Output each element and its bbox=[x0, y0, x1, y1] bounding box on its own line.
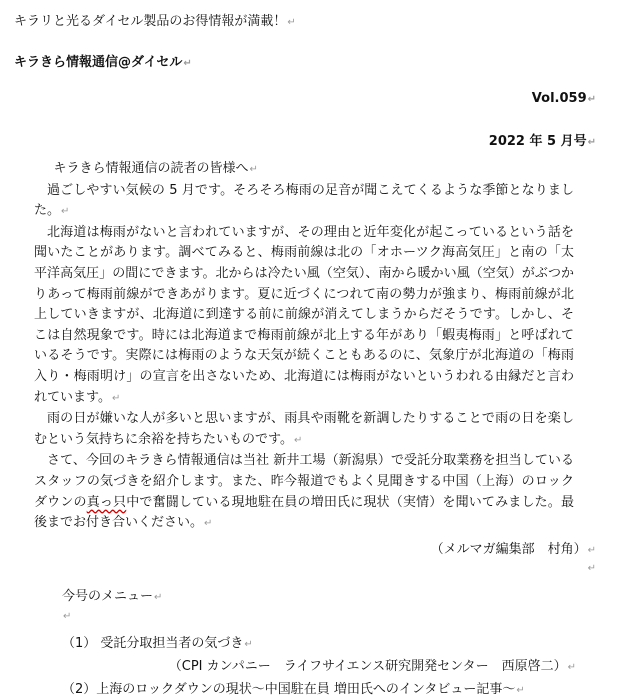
paragraph-mark-icon bbox=[154, 592, 162, 603]
paragraph-mark-icon bbox=[61, 206, 69, 217]
paragraph-mark-icon bbox=[588, 94, 596, 105]
volume-number: Vol.059 ↵ bbox=[532, 91, 596, 106]
greeting: キラきら情報通信の読者の皆様へ ↵ bbox=[34, 159, 574, 181]
paragraph-2: 北海道は梅雨がないと言われていますが、その理由と近年変化が起こっているという話を聞いたことがあります。調べてみると、梅雨前線は北の「オホーツク海高気圧」と南の「太平洋高気圧」の間にできます。北からは冷たい風（空気）、南から暖かい風（空気）がぶつかりあって梅雨前線ができあがります。夏に近づくにつれて南の勢力が強まり、梅雨前線が北上していきますが、北海道に到達する前に前線が消えてしまうからだそうです。しかし、そこは自然現象です。時には北海道まで梅雨前線が北上する年があり「蝦夷梅雨」と呼ばれているそうです。実際には梅雨のような天気が続くこともあるのに、気象庁が北海道の「梅雨入り・梅雨明け」の宣言を出さないため、北海道には梅雨がないというわれる由縁だと言われています。 ↵ bbox=[34, 223, 574, 409]
paragraph-mark-icon bbox=[112, 393, 120, 404]
issue-date: 2022 年 5 月号 ↵ bbox=[489, 130, 596, 149]
empty-paragraph bbox=[587, 560, 596, 575]
menu-item-1: （1） 受託分取担当者の気づき ↵ bbox=[62, 632, 253, 651]
paragraph-mark-icon bbox=[516, 685, 524, 696]
paragraph-mark-icon bbox=[568, 662, 576, 673]
menu-item-1-author: （CPI カンパニー ライフサイエンス研究開発センター 西原啓二） ↵ bbox=[169, 655, 576, 674]
paragraph-mark-icon bbox=[244, 639, 252, 650]
spellcheck-underlined-word[interactable]: 真っ只 bbox=[86, 494, 127, 510]
signature: （メルマガ編集部 村角） ↵ bbox=[431, 538, 596, 557]
menu-title: 今号のメニュー ↵ bbox=[62, 585, 162, 604]
empty-paragraph bbox=[62, 608, 71, 623]
paragraph-1: 過ごしやすい気候の 5 月です。そろそろ梅雨の足音が聞こえてくるような季節となりました。 ↵ bbox=[34, 181, 574, 223]
paragraph-mark-icon bbox=[250, 164, 258, 175]
paragraph-mark-icon bbox=[204, 518, 212, 529]
paragraph-4: さて、今回のキラきら情報通信は当社 新井工場（新潟県）で受託分取業務を担当しているスタッフの気づきを紹介します。また、昨今報道でもよく見聞きする中国（上海）のロックダウンの真っ只中で奮闘している現地駐在員の増田氏に現状（実情）を聞いてみました。最後までお付き合いください。 ↵ bbox=[34, 451, 574, 534]
tagline: キラリと光るダイセル製品のお得情報が満載！ ↵ bbox=[14, 10, 296, 29]
letter-body bbox=[34, 159, 574, 535]
paragraph-mark-icon bbox=[588, 545, 596, 556]
paragraph-mark-icon bbox=[294, 435, 302, 446]
newsletter-title: キラきら情報通信@ダイセル ↵ bbox=[14, 51, 192, 70]
paragraph-mark-icon bbox=[588, 563, 596, 574]
paragraph-3: 雨の日が嫌いな人が多いと思いますが、雨具や雨靴を新調したりすることで雨の日を楽しむという気持ちに余裕を持ちたいものです。 ↵ bbox=[34, 409, 574, 451]
paragraph-mark-icon bbox=[588, 137, 596, 148]
paragraph-mark-icon bbox=[287, 17, 295, 28]
paragraph-mark-icon bbox=[183, 58, 191, 69]
menu-item-2: （2）上海のロックダウンの現状～中国駐在員 増田氏へのインタビュー記事～ ↵ bbox=[62, 678, 525, 697]
paragraph-mark-icon bbox=[63, 611, 71, 622]
